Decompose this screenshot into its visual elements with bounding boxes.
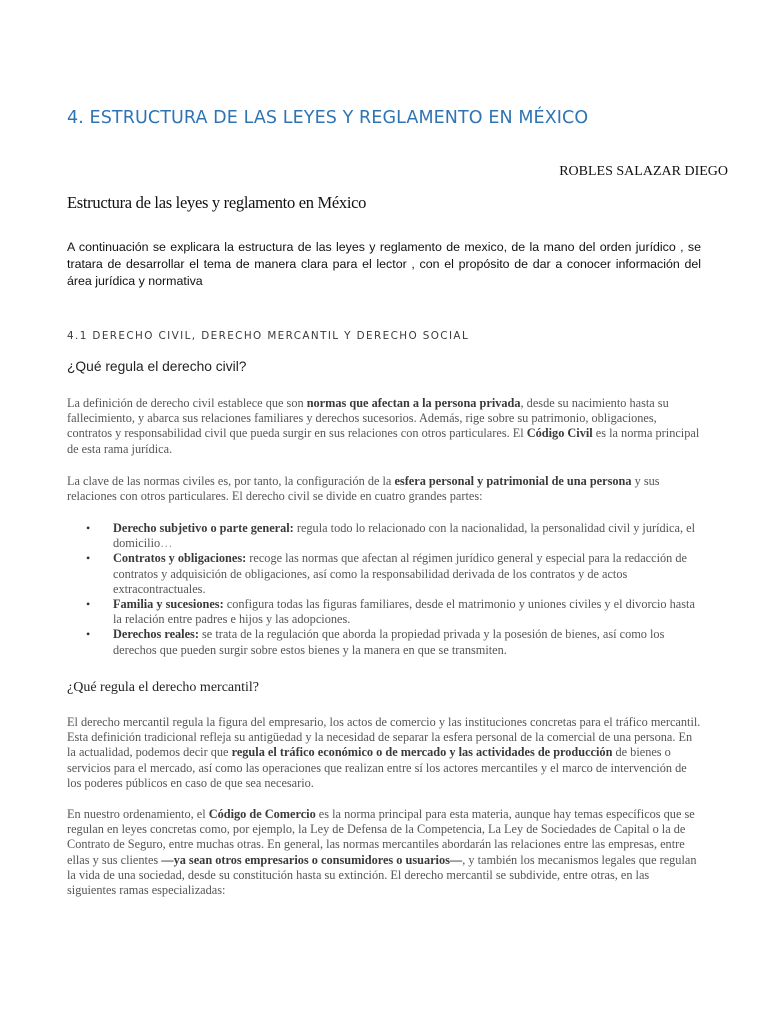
- civil-p1-bold-b: Código Civil: [526, 426, 593, 441]
- mercantil-p2-bold-b: —ya sean otros empresarios o consumidores o usuarios—: [161, 852, 463, 867]
- mercantil-p2-text-b: es la norma principal para esta materia, aunque hay temas específicos que se regulan en leyes concretas como, por ejemplo, la Ley de Defensa de la Competencia, La Ley de Sociedades de Capital o la de Contrato de Seguro, entre muchas otras. En general, las normas mercantiles abordarán las relaciones entre las empresas, entre ellas y sus clientes: [67, 807, 695, 867]
- intro-paragraph: A continuación se explicara la estructura de las leyes y reglamento de mexico, de la mano del orden jurídico , se tratara de desarrollar el tema de manera clara para el lector , con el propósito de dar a conocer información del área jurídica y normativa: [67, 240, 701, 288]
- bullet-icon: •: [86, 597, 91, 612]
- mercantil-p2-text-a: En nuestro ordenamiento, el: [67, 807, 209, 821]
- civil-paragraph-2: [67, 474, 701, 504]
- mercantil-p1-bold: regula el tráfico económico o de mercado y las actividades de producción: [231, 745, 613, 760]
- civil-p1-text-b: , desde su nacimiento hasta su fallecimiento, y abarca sus relaciones familiares y derechos sucesorios. Además, rige sobre su patrimonio, obligaciones, contratos y responsabilidad civil que pueda surgir en sus relaciones con otros particulares. El: [67, 396, 669, 441]
- civil-paragraph-1: [67, 396, 701, 457]
- list-item-term: Derechos reales:: [113, 627, 199, 642]
- civil-p1-text-c: es la norma principal de esta rama jurídica.: [67, 426, 700, 456]
- civil-question-heading: ¿Qué regula el derecho civil?: [67, 359, 247, 374]
- list-item-text: configura todas las figuras familiares, desde el matrimonio y uniones civiles y el divorcio hasta la relación entre padres e hijos y las adopciones.: [113, 597, 695, 627]
- list-item: [86, 521, 706, 551]
- mercantil-p1-text-a: El derecho mercantil regula la figura del empresario, los actos de comercio y las instituciones concretas para el tráfico mercantil. Esta definición tradicional refleja su antigüedad y la necesidad de separar la esfera personal de la comercial de una persona. En la actualidad, podemos decir que: [67, 715, 701, 760]
- list-item-text: recoge las normas que afectan al régimen jurídico general y especial para la redacción de contratos y adquisición de obligaciones, así como la responsabilidad derivada de los contratos y de actos extracontractuales.: [113, 551, 687, 596]
- document-title: Estructura de las leyes y reglamento en México: [67, 193, 367, 212]
- list-item-text: regula todo lo relacionado con la nacionalidad, la personalidad civil y jurídica, el domicilio: [113, 521, 695, 551]
- civil-p2-text-a: La clave de las normas civiles es, por tanto, la configuración de la: [67, 474, 395, 488]
- bullet-icon: •: [86, 551, 91, 566]
- list-item-term: Contratos y obligaciones:: [113, 551, 247, 566]
- civil-parts-list: [86, 521, 706, 658]
- ellipsis-more: …: [160, 536, 173, 551]
- civil-p1-text-a: La definición de derecho civil establece que son: [67, 396, 307, 410]
- list-item: [86, 627, 706, 657]
- list-item: [86, 597, 706, 627]
- mercantil-paragraph-2: [67, 807, 701, 898]
- list-item-text: se trata de la regulación que aborda la propiedad privada y la posesión de bienes, así como los derechos que pueden surgir sobre estos bienes y la manera en que se transmiten.: [113, 627, 665, 657]
- bullet-icon: •: [86, 521, 91, 535]
- civil-p2-text-b: y sus relaciones con otros particulares. El derecho civil se divide en cuatro grandes partes:: [67, 474, 660, 504]
- mercantil-p1-text-b: de bienes o servicios para el mercado, así como las operaciones que realizan entre sí los actores mercantiles y el marco de intervención de los poderes públicos en caso de que sea necesario.: [67, 745, 687, 790]
- civil-p1-bold-a: normas que afectan a la persona privada: [306, 396, 521, 410]
- section-heading: 4.1 DERECHO CIVIL, DERECHO MERCANTIL Y DERECHO SOCIAL: [67, 330, 470, 342]
- mercantil-paragraph-1: [67, 715, 701, 791]
- list-item-term: Familia y sucesiones:: [113, 597, 224, 612]
- civil-p2-bold: esfera personal y patrimonial de una persona: [394, 474, 632, 488]
- bullet-icon: •: [86, 627, 91, 642]
- chapter-heading: 4. ESTRUCTURA DE LAS LEYES Y REGLAMENTO EN MÉXICO: [67, 108, 589, 128]
- mercantil-p2-bold-a: Código de Comercio: [208, 807, 316, 821]
- mercantil-p2-text-c: , y también los mecanismos legales que regulan la vida de una sociedad, desde su constitución hasta su extinción. El derecho mercantil se subdivide, entre otras, en las siguientes ramas especializadas:: [67, 852, 697, 898]
- list-item-term: Derecho subjetivo o parte general:: [113, 521, 294, 535]
- list-item: [86, 551, 706, 597]
- mercantil-question-heading: ¿Qué regula el derecho mercantil?: [67, 680, 260, 695]
- author-name: ROBLES SALAZAR DIEGO: [559, 164, 728, 179]
